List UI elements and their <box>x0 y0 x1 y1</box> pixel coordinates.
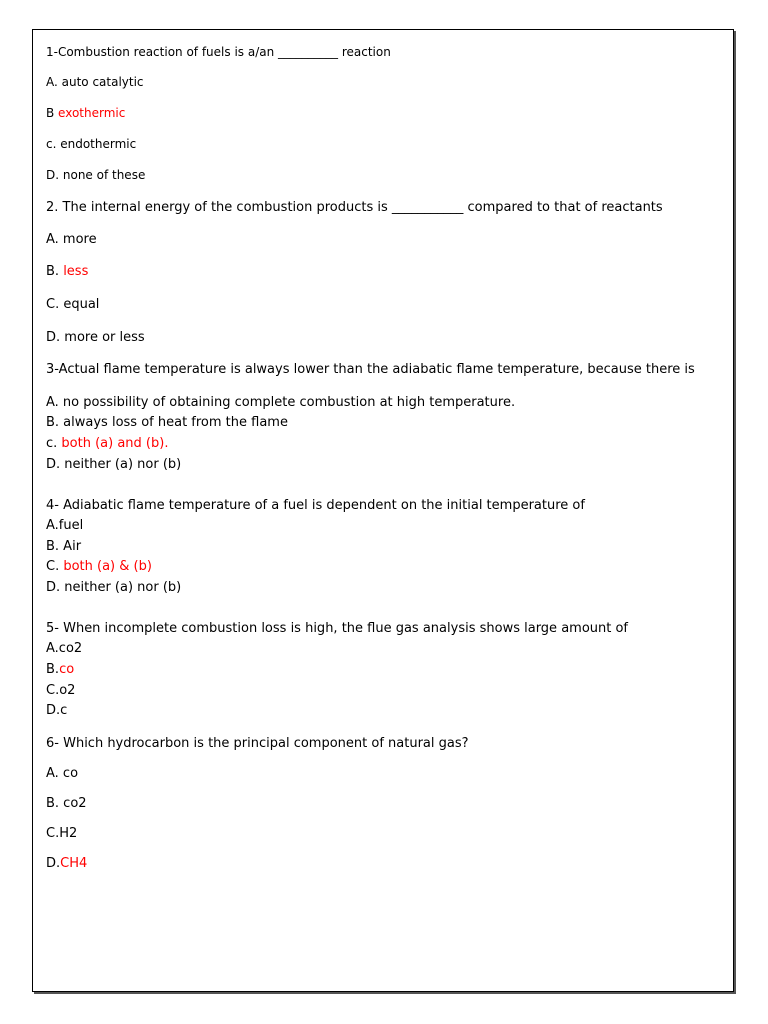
option-label: C. <box>46 559 64 574</box>
question-4-option-c <box>46 560 152 573</box>
question-1-option-b <box>46 107 125 119</box>
option-label: c. <box>46 436 62 451</box>
question-2-option-d <box>46 331 145 344</box>
question-5-option-a <box>46 642 82 655</box>
option-label: D. neither (a) nor (b) <box>46 580 182 595</box>
question-1-option-c <box>46 138 136 150</box>
option-label: D. neither (a) nor (b) <box>46 457 182 472</box>
correct-answer: less <box>63 264 89 279</box>
option-label: B. <box>46 662 60 677</box>
option-label: C. equal <box>46 297 100 312</box>
option-label: c. endothermic <box>46 137 137 151</box>
question-4-option-b <box>46 540 81 553</box>
option-label: B. Air <box>46 539 82 554</box>
question-6-option-d <box>46 857 87 870</box>
question-5-option-d <box>46 704 67 717</box>
question-3-option-b <box>46 416 288 429</box>
question-1-stem: 1-Combustion reaction of fuels is a/an __________ reaction <box>46 45 391 59</box>
question-4-stem: 4- Adiabatic flame temperature of a fuel is dependent on the initial temperature of <box>46 498 585 513</box>
correct-answer: CH4 <box>60 856 88 871</box>
correct-answer: co <box>59 662 75 677</box>
question-1-option-d <box>46 169 145 181</box>
option-label: A. auto catalytic <box>46 75 144 89</box>
option-label: A. more <box>46 232 97 247</box>
question-4-option-a <box>46 519 83 532</box>
question-1-option-a <box>46 76 144 88</box>
question-3-option-c <box>46 437 168 450</box>
question-5-option-b <box>46 663 74 676</box>
question-6-option-a <box>46 767 78 780</box>
option-label: A.co2 <box>46 641 83 656</box>
option-label: D. <box>46 856 61 871</box>
question-3-stem: 3-Actual flame temperature is always lower than the adiabatic flame temperature, because there is <box>46 362 695 377</box>
option-label: D. none of these <box>46 168 146 182</box>
question-6-option-b <box>46 797 87 810</box>
option-label: A.fuel <box>46 518 84 533</box>
correct-answer: exothermic <box>58 106 126 120</box>
option-label: B. always loss of heat from the flame <box>46 415 288 430</box>
question-4-option-d <box>46 581 181 594</box>
option-label: B <box>46 106 59 120</box>
question-5-stem: 5- When incomplete combustion loss is high, the flue gas analysis shows large amount of <box>46 621 629 636</box>
option-label: B. co2 <box>46 796 87 811</box>
question-5-option-c <box>46 684 75 697</box>
option-label: C.H2 <box>46 826 78 841</box>
option-label: D.c <box>46 703 68 718</box>
question-3-option-d <box>46 458 181 471</box>
question-2-option-c <box>46 298 99 311</box>
option-label: B. <box>46 264 64 279</box>
correct-answer: both (a) and (b). <box>61 436 169 451</box>
question-6-option-c <box>46 827 77 840</box>
question-2-stem: 2. The internal energy of the combustion products is ___________ compared to that of reactants <box>46 200 663 215</box>
option-label: D. more or less <box>46 330 145 345</box>
correct-answer: both (a) & (b) <box>63 559 152 574</box>
question-6-stem: 6- Which hydrocarbon is the principal component of natural gas? <box>46 736 469 751</box>
question-3-option-a <box>46 396 515 409</box>
question-2-option-b <box>46 265 88 278</box>
option-label: A. no possibility of obtaining complete combustion at high temperature. <box>46 395 516 410</box>
question-2-option-a <box>46 233 97 246</box>
option-label: C.o2 <box>46 683 76 698</box>
option-label: A. co <box>46 766 79 781</box>
